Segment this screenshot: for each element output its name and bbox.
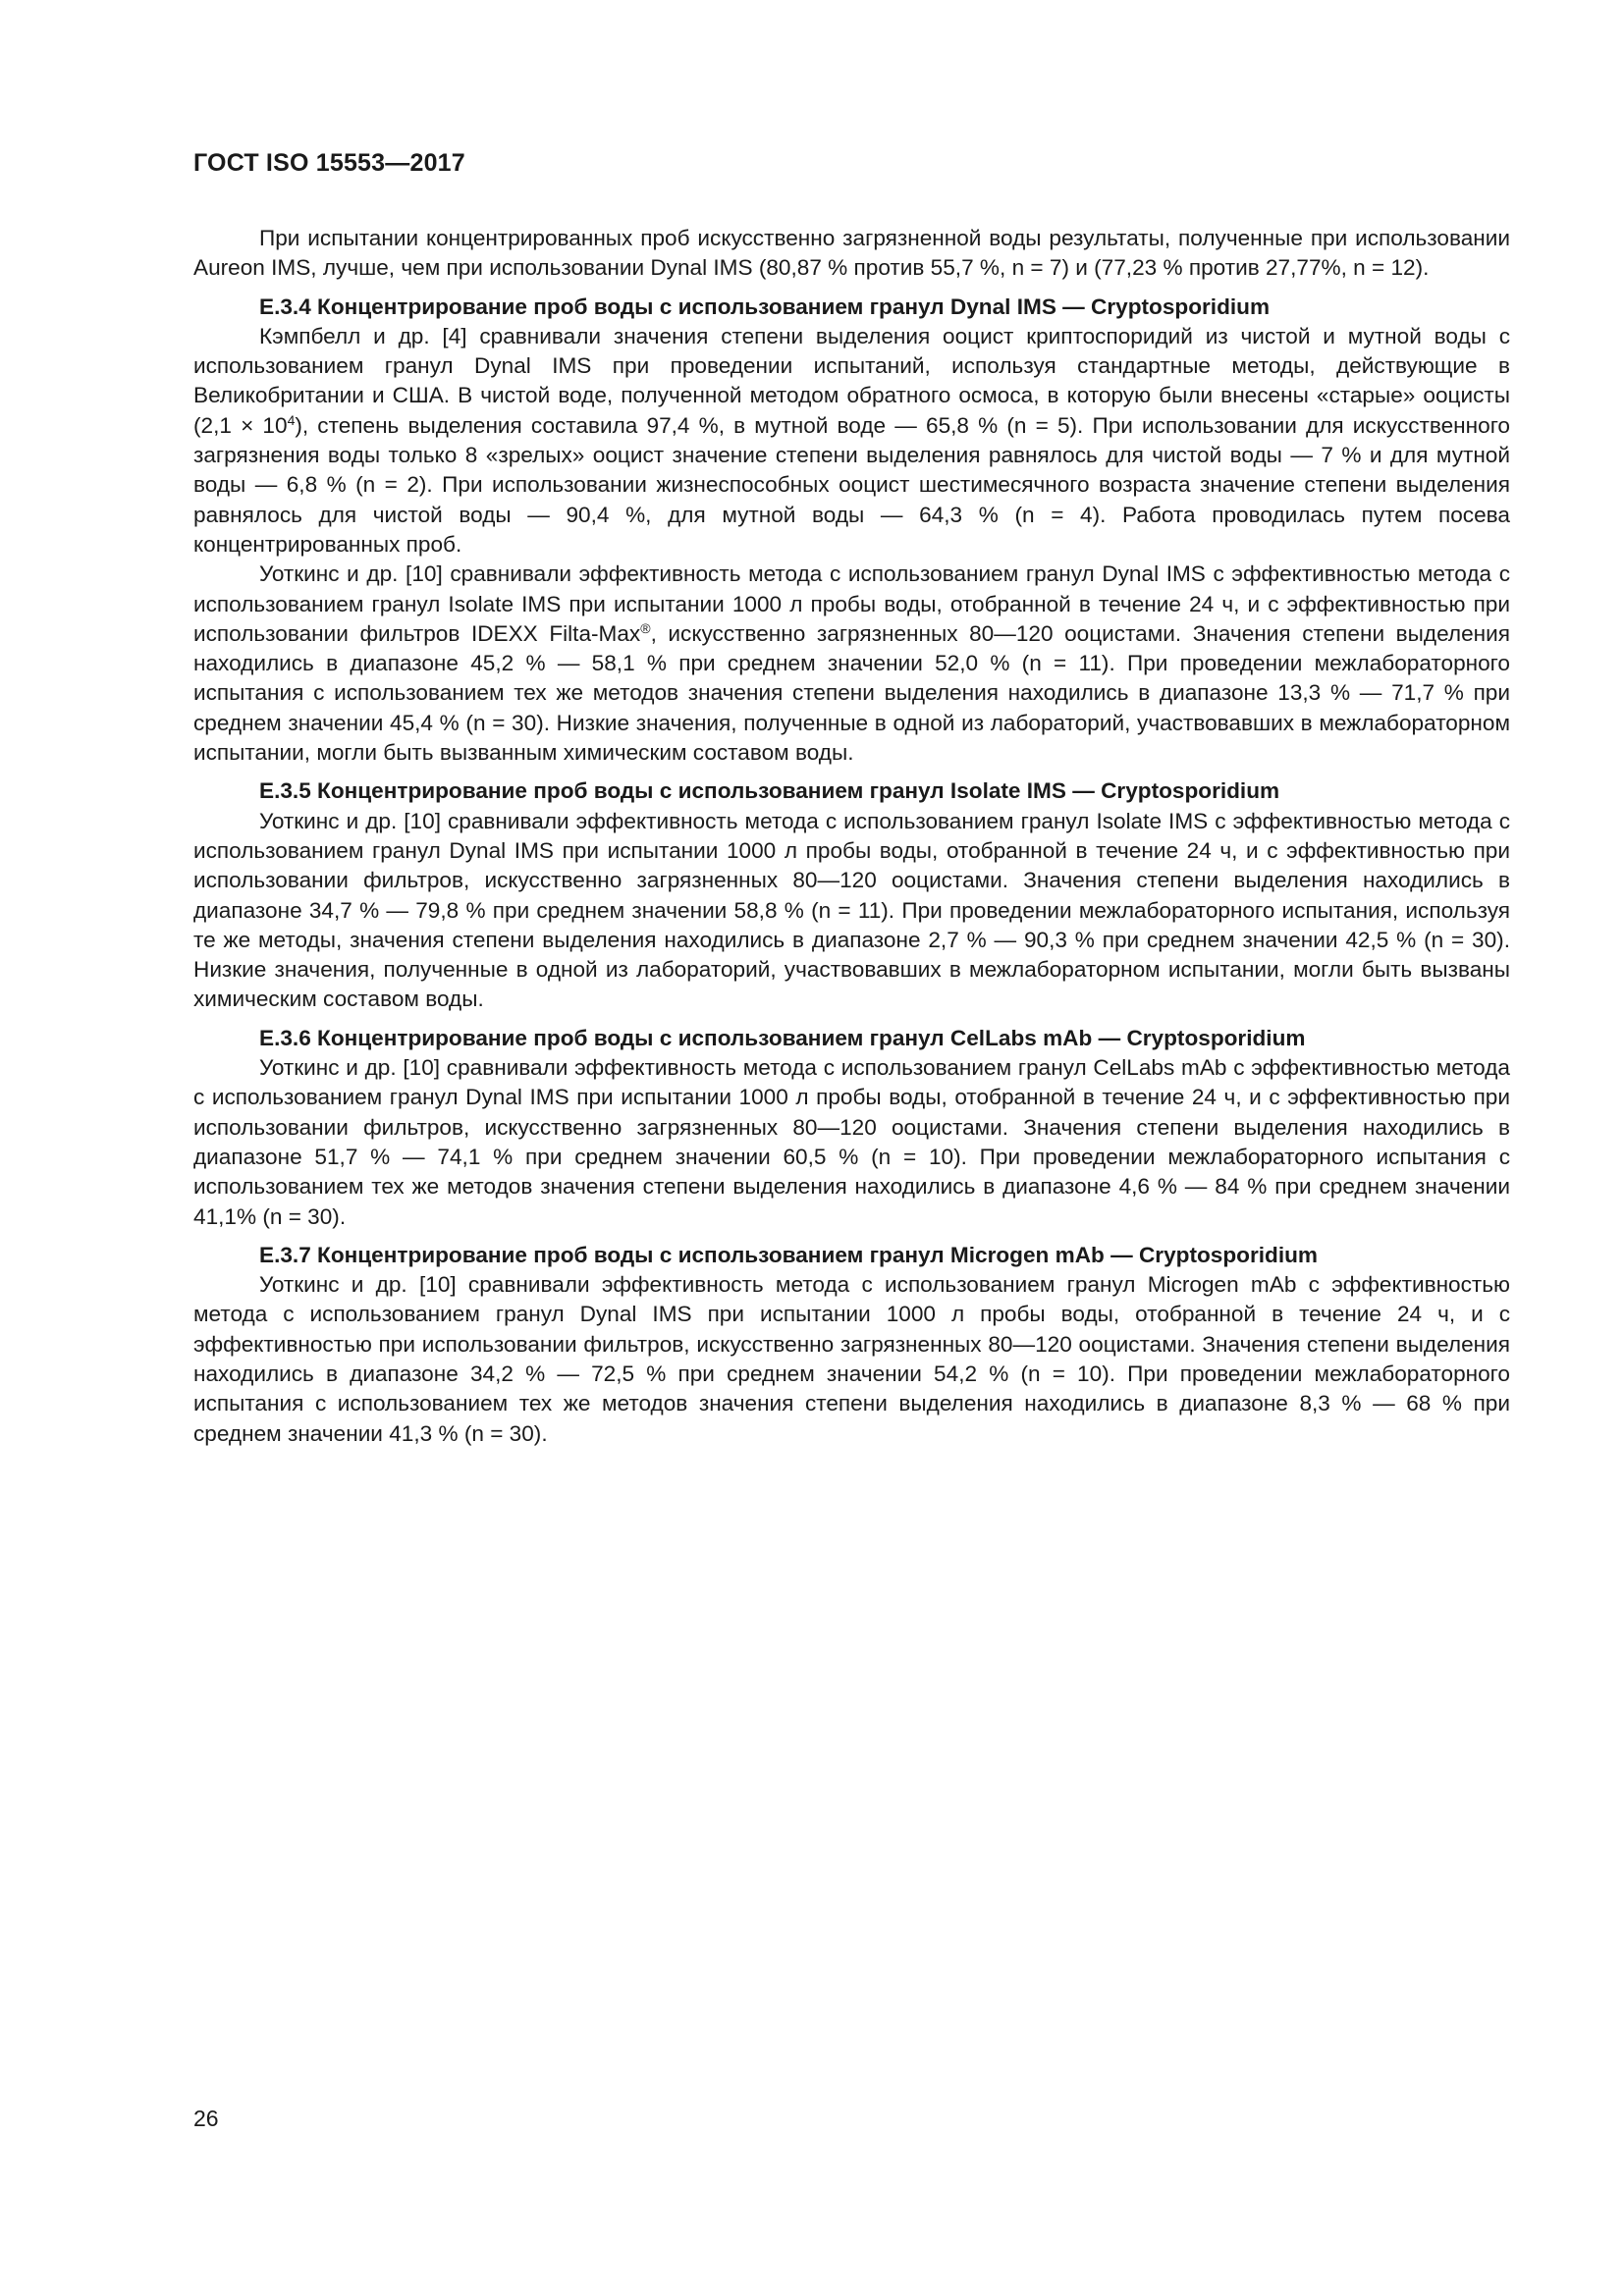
text-run: Кэмпбелл и др. [4] сравнивали значения степени выделения ооцист криптоспоридий из чистой и мутной воды с использованием гранул Dynal IMS при проведении испытаний, используя стандартные методы, действующие в Великобритании и США. В чистой воде, полученной методом обратного осмоса, в которую были внесены «старые» ооцисты (2,1 × 10 (193, 323, 1510, 438)
section-heading-e34: Е.3.4 Концентрирование проб воды с использованием гранул Dynal IMS — Cryptosporidium (259, 294, 1271, 319)
section-e35-paragraph-1: Уоткинс и др. [10] сравнивали эффективность метода с использованием гранул Isolate IMS с эффективностью метода с использованием гранул Dynal IMS при испытании 1000 л пробы воды, отобранной в течение 24 ч, и с эффективностью при использовании фильтров, искусственно загрязненных 80—120 ооцистами. Значения степени выделения находились в диапазоне 34,7 % — 79,8 % при среднем значении 58,8 % (n = 11). При проведении межлабораторного испытания, используя те же методы, значения степени выделения находились в диапазоне 2,7 % — 90,3 % при среднем значении 42,5 % (n = 30). Низкие значения, полученные в одной из лабораторий, участвовавших в межлабораторном испытании, могли быть вызваны химическим составом воды. (193, 808, 1510, 1012)
section-heading-e36: Е.3.6 Концентрирование проб воды с использованием гранул CelLabs mAb — Cryptosporidium (259, 1025, 1306, 1050)
document-header: ГОСТ ISO 15553—2017 (193, 149, 465, 177)
section-e37-paragraph-1: Уоткинс и др. [10] сравнивали эффективность метода с использованием гранул Microgen mAb с эффективностью метода с использованием гранул Dynal IMS при испытании 1000 л пробы воды, отобранной в течение 24 ч, и с эффективностью при использовании фильтров, искусственно загрязненных 80—120 ооцистами. Значения степени выделения находились в диапазоне 34,2 % — 72,5 % при среднем значении 54,2 % (n = 10). При проведении межлабораторного испытания с использованием тех же методов значения степени выделения находились в диапазоне 8,3 % — 68 % при среднем значении 41,3 % (n = 30). (193, 1272, 1510, 1446)
intro-paragraph: При испытании концентрированных проб искусственно загрязненной воды результаты, полученные при использовании Aureon IMS, лучше, чем при использовании Dynal IMS (80,87 % против 55,7 %, n = 7) и (77,23 % против 27,77%, n = 12). (193, 226, 1510, 281)
superscript: 4 (287, 411, 296, 428)
document-body (193, 224, 1510, 1449)
text-run: ), степень выделения составила 97,4 %, в мутной воде — 65,8 % (n = 5). При использовании для искусственного загрязнения воды только 8 «зрелых» ооцист значение степени выделения равнялось для чистой воды — 7 % и для мутной воды — 6,8 % (n = 2). При использовании жизнеспособных ооцист шестимесячного возраста значение степени выделения равнялось для чистой воды — 90,4 %, для мутной воды — 64,3 % (n = 4). Работа проводилась путем посева концентрированных проб. (193, 412, 1510, 557)
section-e34-paragraph-2 (193, 560, 1510, 768)
text-run: Уоткинс и др. [10] сравнивали эффективность метода с использованием гранул Dynal IMS с эффективностью метода с использованием гранул Isolate IMS при испытании 1000 л пробы воды, отобранной в течение 24 ч, и с эффективностью при использовании фильтров IDEXX Filta-Max (193, 561, 1510, 646)
text-run: , искусственно загрязненных 80—120 ооцистами. Значения степени выделения находились в диапазоне 45,2 % — 58,1 % при среднем значении 52,0 % (n = 11). При проведении межлабораторного испытания с использованием тех же методов значения степени выделения находились в диапазоне 13,3 % — 71,7 % при среднем значении 45,4 % (n = 30). Низкие значения, полученные в одной из лабораторий, участвовавших в межлабораторном испытании, могли быть вызванным химическим составом воды. (193, 620, 1510, 766)
page-number: 26 (193, 2106, 219, 2131)
section-heading-e37: Е.3.7 Концентрирование проб воды с использованием гранул Microgen mAb — Cryptosporidium (259, 1242, 1318, 1267)
section-e36-paragraph-1: Уоткинс и др. [10] сравнивали эффективность метода с использованием гранул CelLabs mAb с эффективностью метода с использованием гранул Dynal IMS при испытании 1000 л пробы воды, отобранной в течение 24 ч, и с эффективностью при использовании фильтров, искусственно загрязненных 80—120 ооцистами. Значения степени выделения находились в диапазоне 51,7 % — 74,1 % при среднем значении 60,5 % (n = 10). При проведении межлабораторного испытания с использованием тех же методов значения степени выделения находились в диапазоне 4,6 % — 84 % при среднем значении 41,1% (n = 30). (193, 1055, 1510, 1229)
section-e34-paragraph-1 (193, 322, 1510, 560)
registered-mark: ® (640, 619, 651, 636)
section-heading-e35: Е.3.5 Концентрирование проб воды с использованием гранул Isolate IMS — Cryptosporidium (259, 778, 1280, 804)
